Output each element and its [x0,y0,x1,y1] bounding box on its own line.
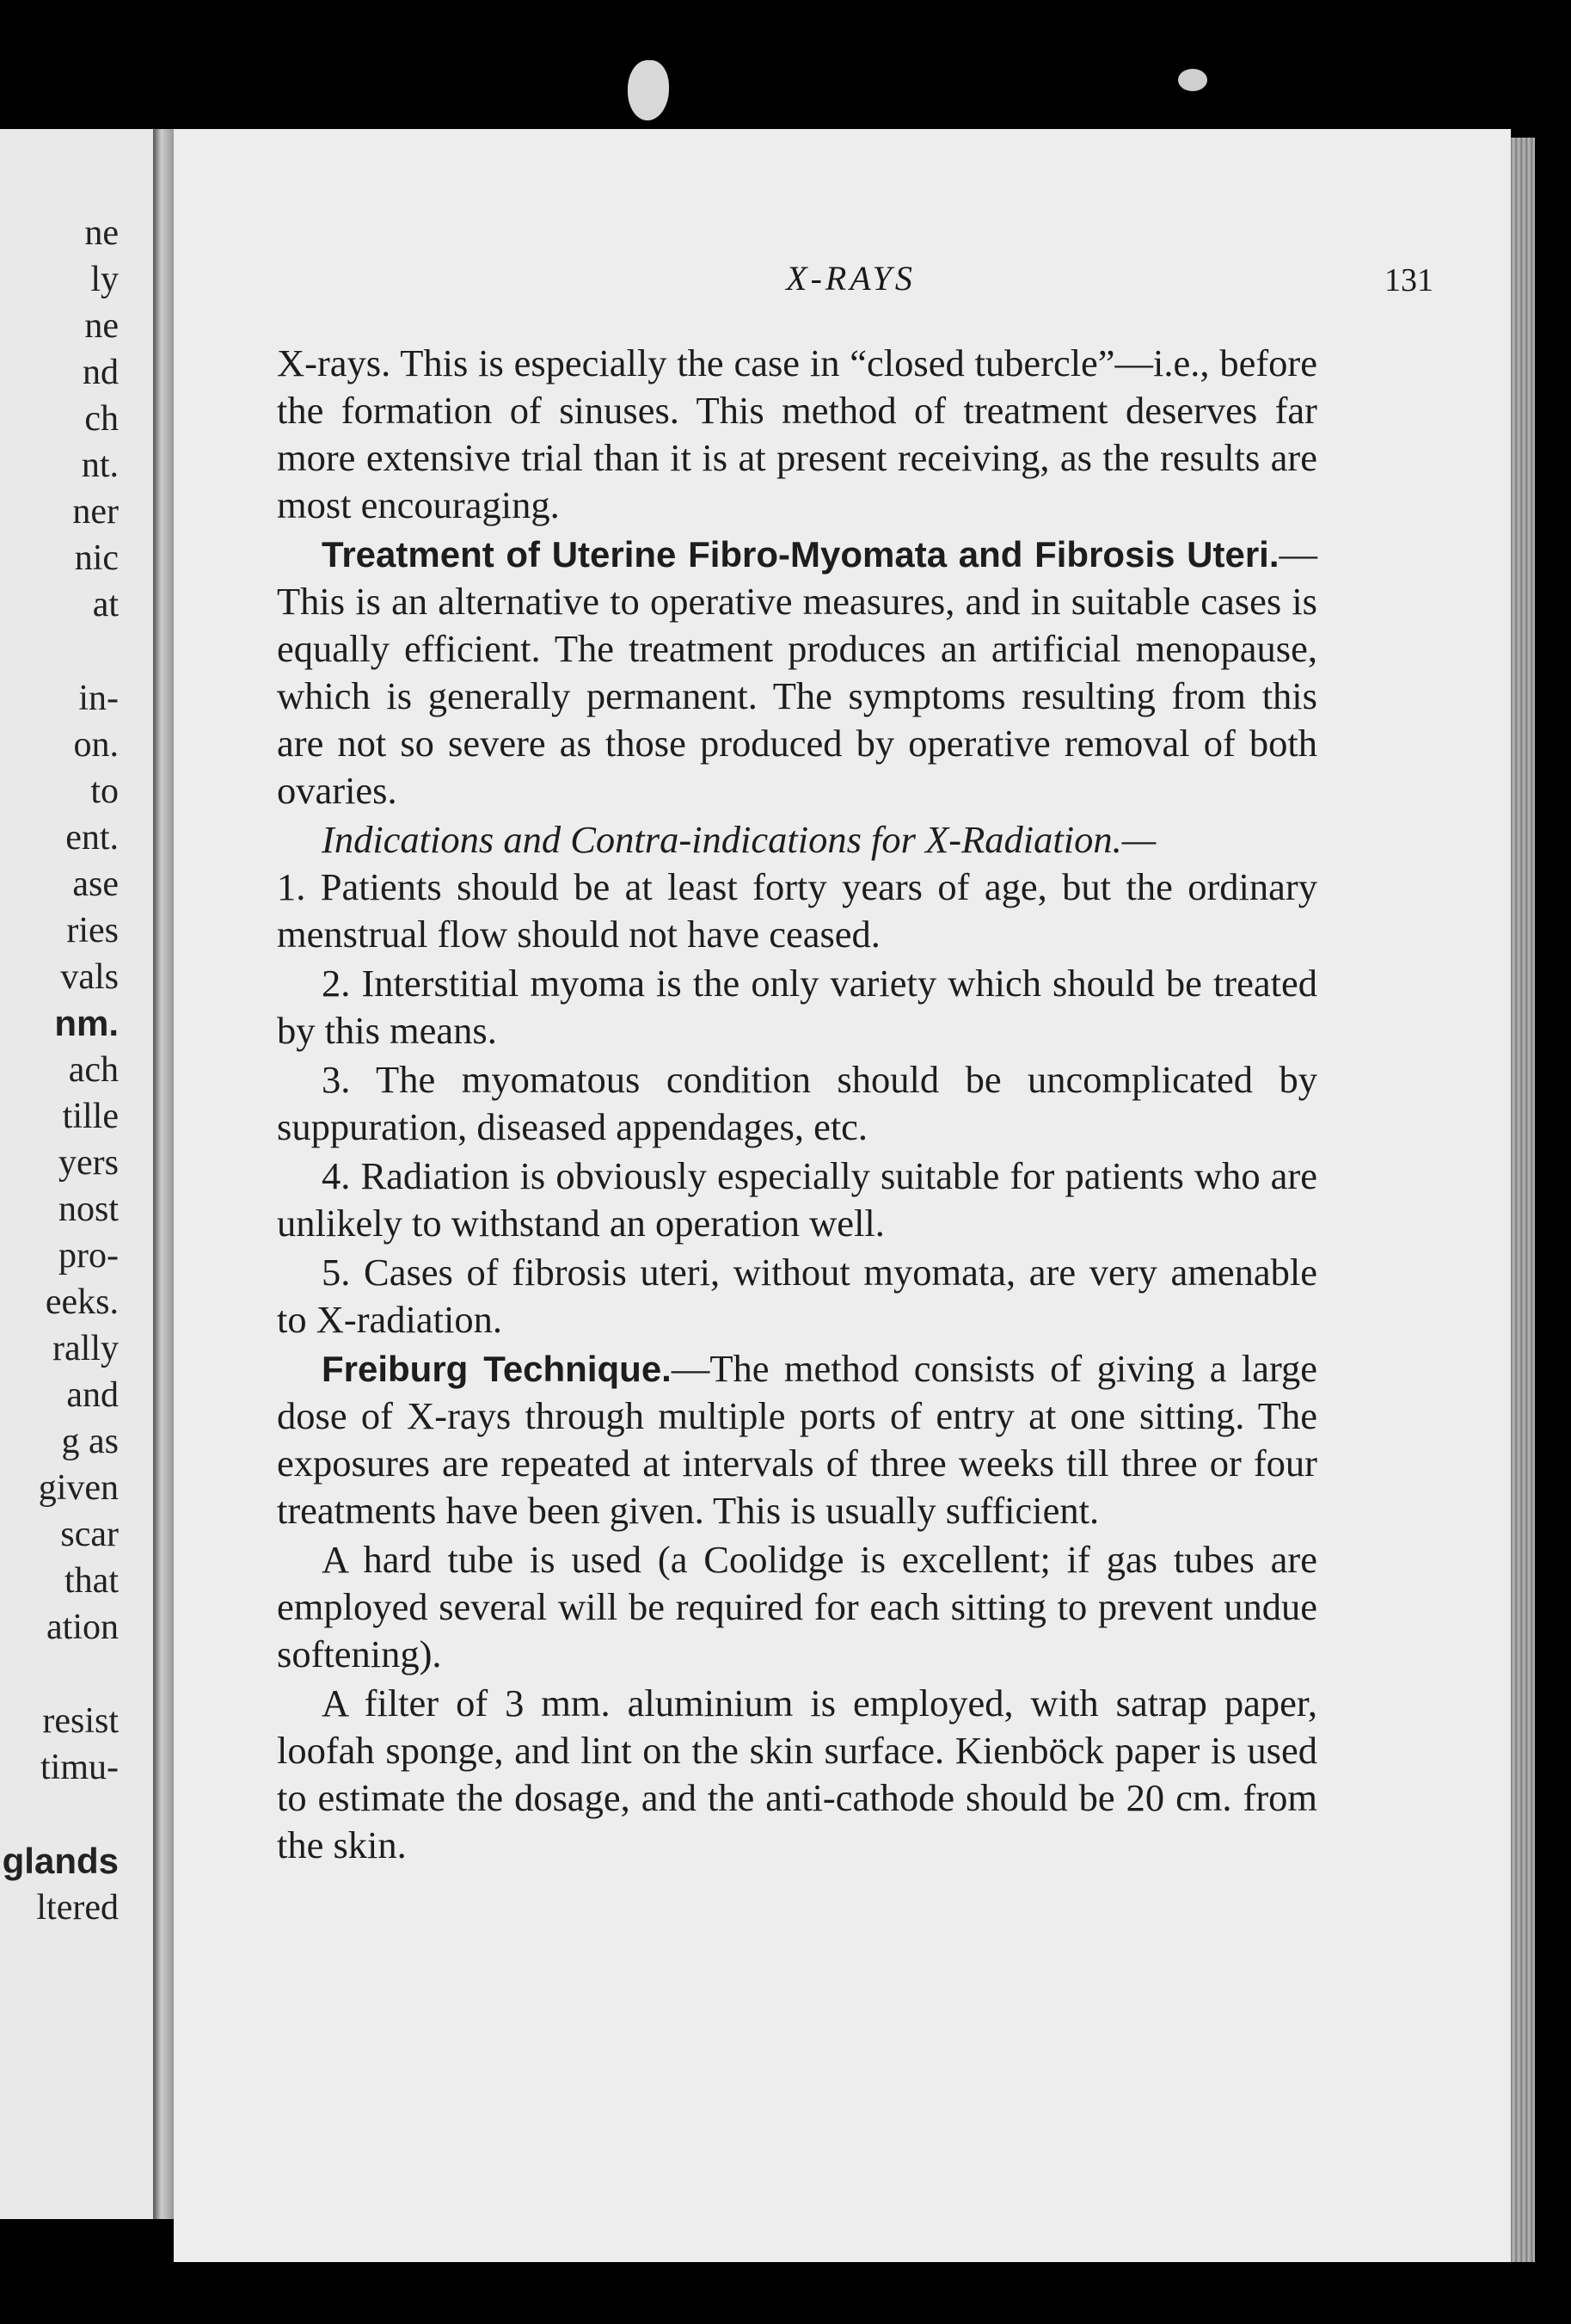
left-page-text-fragment: to [90,772,119,811]
left-page-text-fragment: ch [84,399,119,439]
left-page-text-fragment: ach [68,1050,119,1090]
paragraph: A filter of 3 mm. aluminium is employed, with satrap paper, loofah sponge, and lint on the skin surface. Kienböck paper is used to estimate the dosage, and the anti-cathode should be 20 cm. from the skin. [277,1682,1317,1866]
list-item: 5. Cases of fibrosis uteri, without myomata, are very amenable to X-radiation. [277,1251,1317,1341]
left-page-text-fragment: scar [60,1515,119,1554]
left-page-text-fragment: nic [74,538,119,578]
left-page-text-fragment: ner [72,492,119,532]
page-number: 131 [1384,262,1433,298]
left-page-text-fragment: that [64,1561,119,1601]
left-page-text-fragment: and [66,1375,119,1415]
left-page-text-fragment: rally [52,1329,119,1368]
page-header [268,258,1433,310]
left-page-text-fragment: nd [83,353,119,392]
left-page-text-fragment: ent. [65,818,119,858]
paragraph-text: —This is an alternative to operative measures, and in suitable cases is equally efficient. The treatment produces an artificial menopause, which is generally permanent. The symptoms resulting from this are not so severe as those produced by operative removal of both ovaries. [277,532,1317,812]
paragraph-text: 1. Patients should be at least forty years of age, but the ordinary menstrual flow should not have ceased. [277,865,1317,956]
left-page-text-fragment: vals [60,957,119,997]
left-page-text-fragment: resist [42,1701,119,1741]
left-page-text-fragment: on. [73,725,119,765]
scan-blemish [628,60,669,120]
left-page-text-fragment: eeks. [45,1282,119,1322]
left-page-text-fragment: nm. [54,1003,119,1043]
left-page-text-fragment: ly [90,260,119,299]
left-page-text-fragment: ries [66,911,119,950]
left-page-text-fragment: yers [58,1143,119,1183]
page-body [277,340,1317,1871]
left-page-text-fragment: pro- [58,1236,119,1276]
subsection-heading: Indications and Contra-indications for X-Radiation.— [322,818,1157,861]
paragraph: X-rays. This is especially the case in “closed tubercle”—i.e., before the formation of sinuses. This method of treatment deserves far more extensive trial than it is at present receiving, as the results are most encouraging. [277,341,1317,526]
paragraph: A hard tube is used (a Coolidge is excellent; if gas tubes are employed several will be required for each sitting to prevent undue softening). [277,1538,1317,1675]
list-item: 3. The myomatous condition should be uncomplicated by suppuration, diseased appendages, etc. [277,1058,1317,1148]
left-page-text-fragment: ne [84,213,119,253]
book-gutter [153,129,174,2219]
section-heading: Treatment of Uterine Fibro-Myomata and Fibrosis Uteri. [322,534,1280,575]
left-page-text-fragment: nt. [81,446,119,485]
left-page-text-fragment: ne [84,306,119,346]
left-page-text-fragment: nost [58,1190,119,1229]
left-page-text-fragment: ltered [36,1888,119,1927]
left-page-text-fragment: g as [61,1422,119,1461]
book-page [174,129,1511,2262]
left-page-text-fragment: timu- [40,1748,119,1787]
left-page-text-fragment: tille [62,1097,119,1136]
left-page-text-fragment: given [38,1468,119,1508]
left-page-text-fragment: ase [72,864,119,904]
left-page-text-fragment: glands [2,1841,119,1881]
paragraph [277,531,1317,815]
left-page-text-fragment: ation [46,1608,119,1647]
list-item: 2. Interstitial myoma is the only variety which should be treated by this means. [277,962,1317,1052]
paragraph-text: —The method consists of giving a large dose of X-rays through multiple ports of entry at one sitting. The exposures are repeated at intervals of three weeks till three or four treatments have been given. This is usually sufficient. [277,1347,1317,1532]
left-page-text-fragment: in- [78,679,119,718]
list-item: 4. Radiation is obviously especially suitable for patients who are unlikely to withstand an operation well. [277,1154,1317,1245]
section-heading: Freiburg Technique. [322,1349,672,1389]
previous-page-fragment [0,129,153,2219]
paragraph [277,816,1317,958]
page-edges [1511,138,1535,2262]
paragraph [277,1345,1317,1534]
scan-blemish [1178,69,1207,91]
running-head: X-RAYS [786,259,916,298]
left-page-text-fragment: at [92,585,119,624]
